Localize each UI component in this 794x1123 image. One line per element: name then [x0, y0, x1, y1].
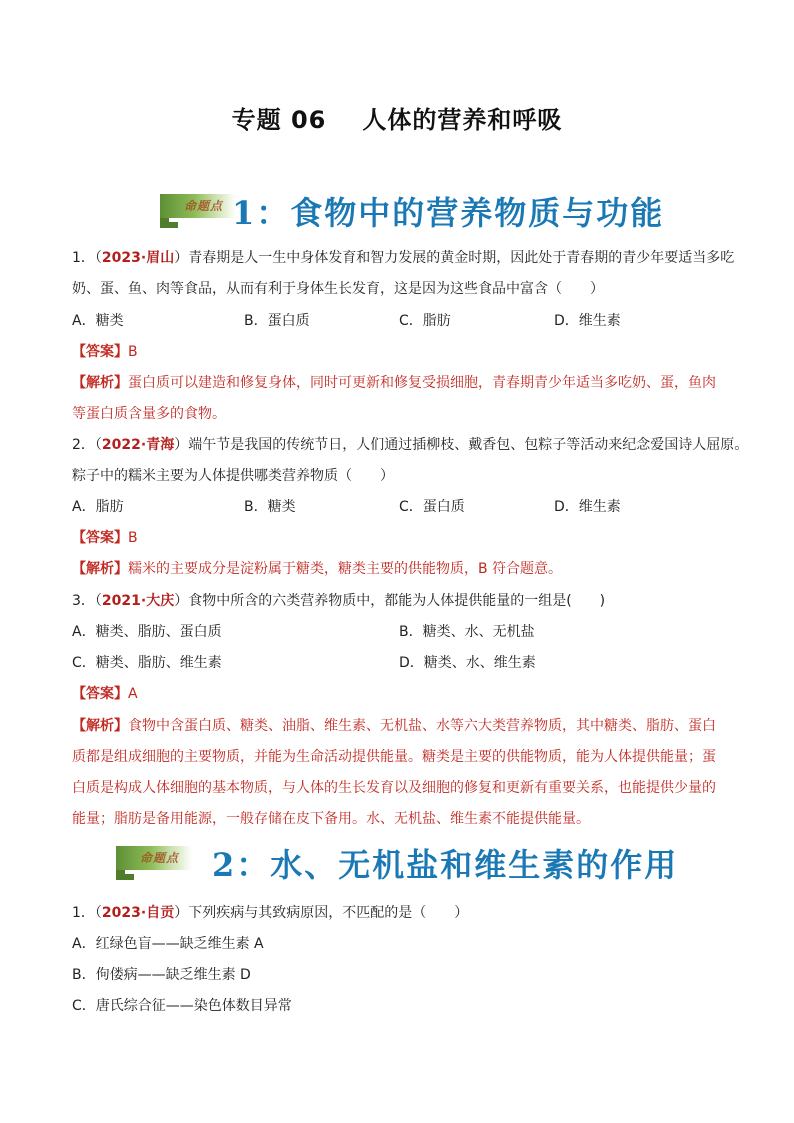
- option-b: B．糖类: [244, 499, 296, 515]
- question-2-analysis: 【解析】糯米的主要成分是淀粉属于糖类，糖类主要的供能物质，B 符合题意。: [72, 561, 563, 577]
- question-1-analysis: 【解析】蛋白质可以建造和修复身体，同时可更新和修复受损细胞，青春期青少年适当多吃奶、蛋，鱼肉: [72, 375, 716, 391]
- option-a: A．脂肪: [72, 499, 124, 515]
- question-3-analysis: 【解析】食物中含蛋白质、糖类、油脂、维生素、无机盐、水等六大类营养物质，其中糖类、脂肪、蛋白: [72, 718, 716, 734]
- question-3-analysis-line3: 白质是构成人体细胞的基本物质，与人体的生长发育以及细胞的修复和更新有重要关系，也能提供少量的: [72, 780, 716, 796]
- option-b: B．蛋白质: [244, 313, 310, 329]
- option-d: D．维生素: [554, 313, 621, 329]
- option-d: D．糖类、水、维生素: [399, 655, 536, 671]
- badge-label: 命题点: [140, 851, 180, 865]
- question-source: 2023·眉山: [101, 250, 175, 266]
- question-3-analysis-line2: 质都是组成细胞的主要物质，并能为生命活动提供能量。糖类是主要的供能物质，能为人体提供能量；蛋: [72, 749, 716, 765]
- option-b: B．糖类、水、无机盐: [399, 624, 535, 640]
- section-2-question-1-stem: 1．（2023·自贡）下列疾病与其致病原因，不匹配的是（ ）: [72, 905, 469, 921]
- question-2-answer: 【答案】B: [72, 530, 138, 546]
- option-b: B．佝偻病——缺乏维生素 D: [72, 967, 251, 983]
- option-c: C．蛋白质: [399, 499, 465, 515]
- section-2-header: [0, 840, 794, 888]
- question-1-analysis-line2: 等蛋白质含量多的食物。: [72, 406, 226, 422]
- question-3-analysis-line4: 能量；脂肪是备用能源，一般存储在皮下备用。水、无机盐、维生素不能提供能量。: [72, 811, 590, 827]
- section-1-header: [0, 188, 794, 236]
- question-source: 2023·自贡: [101, 905, 175, 921]
- title-prefix: 专题 06: [231, 106, 327, 134]
- question-1-stem-line2: 奶、蛋、鱼、肉等食品，从而有利于身体生长发育，这是因为这些食品中富含（ ）: [72, 281, 604, 297]
- page-title: [0, 100, 794, 135]
- section-2-title: 2：水、无机盐和维生素的作用: [212, 846, 679, 884]
- question-source: 2021·大庆: [101, 593, 175, 609]
- question-3-stem: 3．（2021·大庆）食物中所含的六类营养物质中，都能为人体提供能量的一组是( ): [72, 593, 606, 609]
- option-c: C．脂肪: [399, 313, 451, 329]
- option-c: C．糖类、脂肪、维生素: [72, 655, 222, 671]
- topic-badge-icon: [160, 194, 236, 228]
- section-1-title: 1：食物中的营养物质与功能: [232, 194, 665, 232]
- title-main: 人体的营养和呼吸: [362, 106, 563, 134]
- question-2-stem-line2: 粽子中的糯米主要为人体提供哪类营养物质（ ）: [72, 468, 394, 484]
- badge-label: 命题点: [184, 199, 224, 213]
- option-a: A．红绿色盲——缺乏维生素 A: [72, 936, 264, 952]
- option-d: D．维生素: [554, 499, 621, 515]
- option-c: C．唐氏综合征——染色体数目异常: [72, 998, 292, 1014]
- question-1-stem: 1．（2023·眉山）青春期是人一生中身体发育和智力发展的黄金时期，因此处于青春期的青少年要适当多吃: [72, 250, 735, 266]
- question-1-answer: 【答案】B: [72, 344, 138, 360]
- option-a: A．糖类、脂肪、蛋白质: [72, 624, 222, 640]
- question-3-answer: 【答案】A: [72, 686, 138, 702]
- question-source: 2022·青海: [101, 437, 175, 453]
- option-a: A．糖类: [72, 313, 124, 329]
- topic-badge-icon: [116, 846, 192, 880]
- question-2-stem: 2．（2022·青海）端午节是我国的传统节日，人们通过插柳枝、戴香包、包粽子等活动来纪念爱国诗人屈原。: [72, 437, 749, 453]
